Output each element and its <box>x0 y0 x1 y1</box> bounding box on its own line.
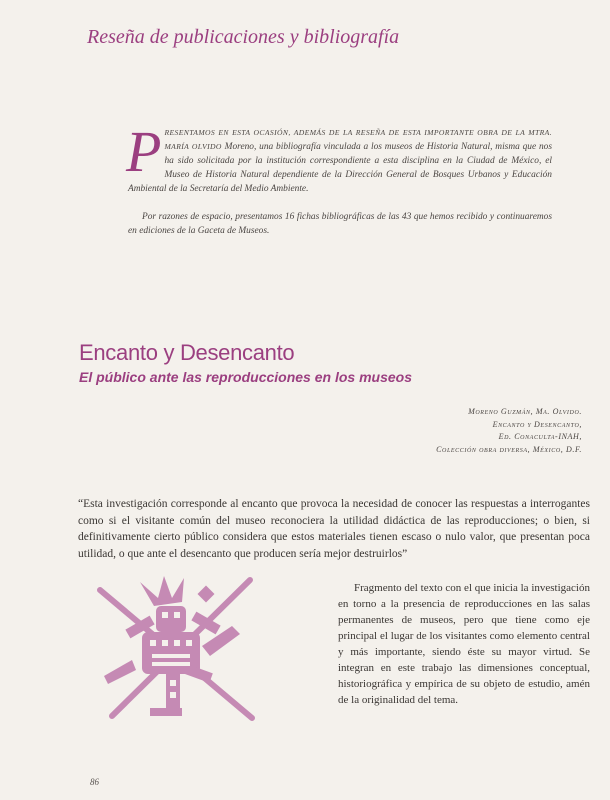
intro-paragraph-2: Por razones de espacio, presentamos 16 fichas bibliográficas de las 43 que hemos recibido y continuaremos en ediciones de la Gaceta de Museos. <box>128 212 552 236</box>
citation-publisher: Ed. Conaculta-INAH, <box>498 432 582 441</box>
section-header: Reseña de publicaciones y bibliografía <box>87 26 400 48</box>
article-subtitle: El público ante las reproducciones en los museos <box>79 369 412 385</box>
codex-figure-illustration <box>82 568 272 728</box>
intro-paragraph-1 <box>126 119 552 196</box>
bibliographic-citation <box>322 406 582 456</box>
page-number: 86 <box>90 777 99 787</box>
citation-collection: Colección obra diversa, México, D.F. <box>436 444 582 454</box>
article-title: Encanto y Desencanto <box>79 340 295 365</box>
citation-author: Moreno Guzmán, Ma. Olvido. <box>468 407 582 416</box>
citation-title: Encanto y Desencanto, <box>492 419 582 429</box>
drop-cap: P <box>126 119 162 184</box>
intro-paragraph-1-text: Moreno, una bibliografía vinculada a los museos de Historia Natural, misma que nos ha sido solicitada por la institución correspondiente a esta disciplina en la Ciudad de México, el Museo de Historia Natural dependiente de la Dirección General de Bosques Urbanos y Educación Ambiental de la Secretaría del Medio Ambiente. <box>128 142 552 194</box>
intro-block <box>126 119 552 238</box>
opening-quote: “Esta investigación corresponde al encanto que provoca la necesidad de conocer las respuestas a interrogantes como si el visitante común del museo reconociera la utilidad didáctica de las reproducciones; o bien, si definitivamente cierto público considera que estos materiales tienen escaso o nulo valor, que presentan poca utilidad, o que ante el desencanto que producen sería mejor destruirlos” <box>78 498 590 560</box>
fragment-paragraph: Fragmento del texto con el que inicia la investigación en torno a la presencia de reproducciones en las salas permanentes de museos, pero que tiene como eje principal el lugar de los visitantes como elemento central y más importante, siendo éste su mayor virtud. Se integran en este trabajo las dimensiones conceptual, historiográfica y empírica de su objeto de estudio, amén de la originalidad del tema. <box>338 582 590 706</box>
intro-lead-smallcaps: RESENTAMOS EN ESTA OCASIÓN, ADEMÁS DE LA RESEÑA DE ESTA IMPORTANTE OBRA DE LA MTRA. MARÍA OLVIDO <box>164 128 552 151</box>
